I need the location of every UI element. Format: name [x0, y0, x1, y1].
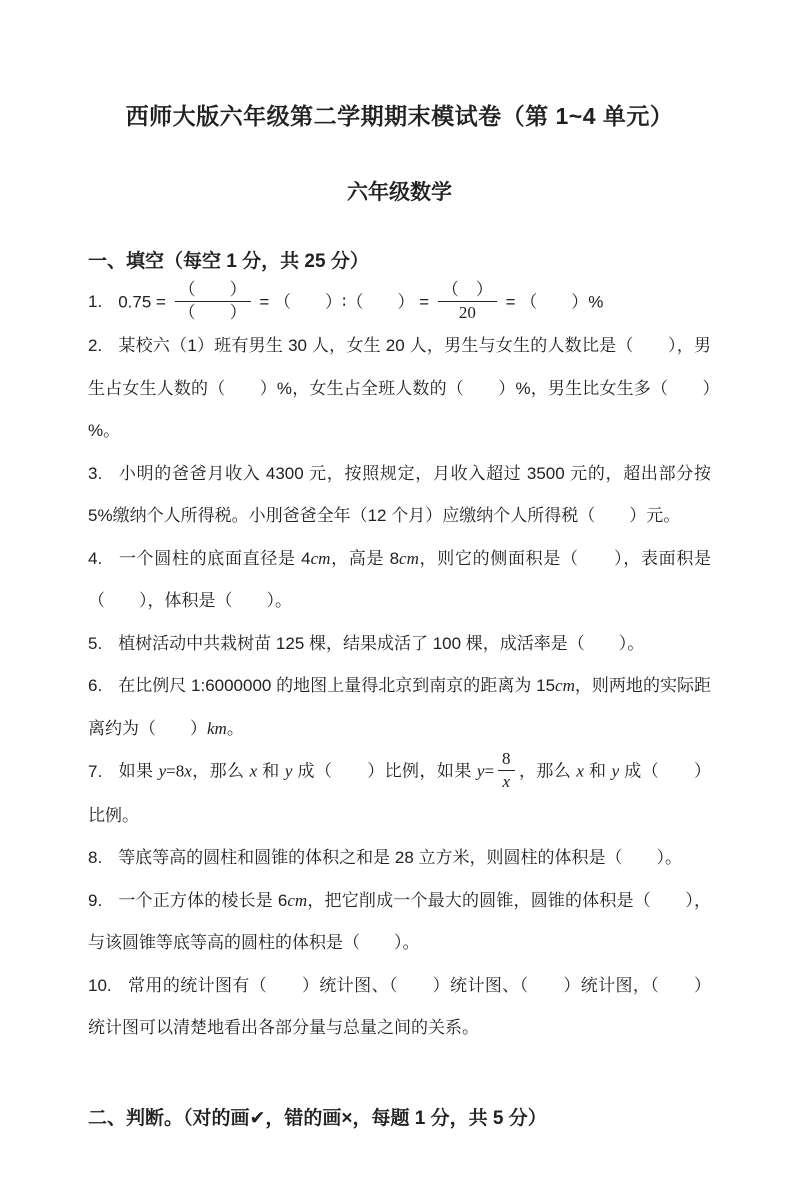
question — [88, 837, 711, 880]
fraction-numerator: 8 — [498, 748, 515, 771]
section-fill-in-blanks — [88, 249, 711, 1050]
question — [88, 665, 711, 750]
section-1-heading: 一、填空（每空 1 分，共 25 分） — [88, 251, 369, 273]
fraction-denominator: x — [502, 772, 511, 792]
fraction — [498, 748, 515, 793]
question-text: ，高是 8 — [330, 548, 400, 568]
question-list-1 — [88, 281, 711, 1050]
section-true-false — [88, 1106, 711, 1133]
math-variable: x — [576, 761, 584, 781]
question-text: 成（ ）比例，如果 — [292, 761, 477, 781]
question — [88, 965, 711, 1050]
question-text: ，则它的侧面积是（ ），表面积是（ ），体积是（ ）。 — [88, 548, 711, 611]
question-text: = （ ）% — [500, 292, 604, 312]
fraction-numerator: （ ） — [175, 279, 251, 302]
fraction-numerator: （ ） — [438, 279, 497, 302]
question-number: 2. — [88, 336, 103, 356]
math-variable: y — [611, 761, 620, 781]
question-text: 在比例尺 1:6000000 的地图上量得北京到南京的距离为 15 — [118, 676, 556, 696]
math-variable: cm — [310, 548, 331, 568]
question-number: 7. — [88, 761, 103, 781]
question-text: 成（ ）比例。 — [88, 761, 711, 825]
math-variable: x — [249, 761, 258, 781]
question-text: ，把它削成一个最大的圆锥，圆锥的体积是（ ），与该圆锥等底等高的圆柱的体积是（ ）。 — [88, 890, 711, 953]
fraction-denominator: 20 — [458, 302, 476, 322]
fraction-denominator: （ ） — [178, 302, 247, 322]
math-literal: =8 — [166, 761, 185, 781]
section-2-heading: 二、判断。（对的画✔，错的画×，每题 1 分，共 5 分） — [88, 1107, 547, 1129]
question-number: 3. — [88, 463, 103, 483]
question-number: 6. — [88, 676, 103, 696]
question-text: 常用的统计图有（ ）统计图、（ ）统计图、（ ）统计图，（ ）统计图可以清楚地看出各部分量与总量之间的关系。 — [88, 975, 711, 1038]
math-variable: y — [476, 761, 485, 781]
question-text: 0.75 = — [118, 292, 171, 312]
math-variable: x — [184, 761, 192, 781]
question-text: 如果 — [118, 761, 159, 781]
question — [88, 453, 711, 538]
math-variable: y — [158, 761, 167, 781]
fraction — [175, 279, 251, 324]
question-text: 一个正方体的棱长是 6 — [118, 890, 288, 910]
exam-title: 西师大版六年级第二学期期末模试卷（第 1~4 单元） — [125, 103, 674, 129]
question — [88, 325, 711, 453]
fraction — [438, 279, 497, 324]
question-number: 9. — [88, 890, 103, 910]
question-number: 8. — [88, 848, 103, 868]
question-text: ，那么 — [191, 761, 250, 781]
question-text: 植树活动中共栽树苗 125 棵，结果成活了 100 棵，成活率是（ ）。 — [118, 633, 645, 653]
question-text: 和 — [583, 761, 612, 781]
question-text: 小明的爸爸月收入 4300 元，按照规定，月收入超过 3500 元的，超出部分按 5%缴纳个人所得税。小刖爸爸全年（12 个月）应缴纳个人所得税（ ）元。 — [88, 463, 711, 526]
math-variable: km — [207, 718, 227, 738]
question-text: ，则两地的实际距离约为（ ） — [88, 676, 711, 738]
question-text: 和 — [257, 761, 285, 781]
question — [88, 538, 711, 623]
question-text: 某校六（1）班有男生 30 人，女生 20 人，男生与女生的人数比是（ ），男生占女生人数的（ ）%，女生占全班人数的（ ）%，男生比女生多（ ）%。 — [88, 336, 711, 441]
question — [88, 623, 711, 666]
question-text: 。 — [226, 718, 244, 738]
math-variable: cm — [287, 890, 308, 910]
question — [88, 750, 711, 837]
question-number: 4. — [88, 548, 103, 568]
question-number: 10. — [88, 975, 112, 995]
question-text: 等底等高的圆柱和圆锥的体积之和是 28 立方米，则圆柱的体积是（ ）。 — [118, 848, 683, 868]
math-variable: cm — [399, 548, 419, 568]
math-variable: y — [284, 761, 293, 781]
math-variable: cm — [555, 676, 575, 696]
question — [88, 880, 711, 965]
question-text: 一个圆柱的底面直径是 4 — [118, 548, 311, 568]
math-literal: = — [484, 761, 495, 781]
exam-subtitle: 六年级数学 — [347, 181, 452, 205]
question-text: ，那么 — [518, 761, 577, 781]
question-text: = （ ）∶（ ） = — [254, 292, 434, 312]
question — [88, 281, 711, 326]
question-number: 1. — [88, 292, 103, 312]
question-number: 5. — [88, 633, 103, 653]
